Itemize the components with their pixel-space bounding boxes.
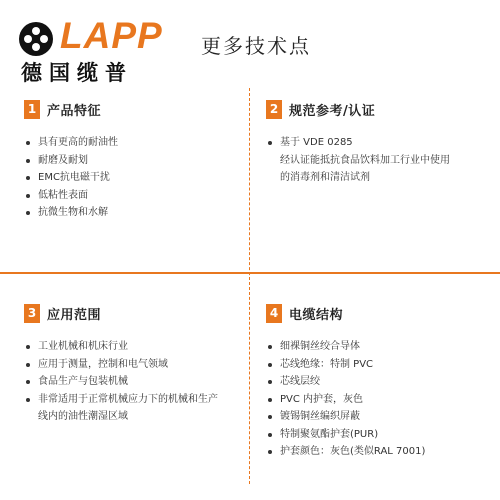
list-item: 耐磨及耐划 <box>24 152 252 170</box>
section-title: 电缆结构 <box>289 307 344 323</box>
list-item: 芯线绝缘：特制 PVC <box>266 356 486 374</box>
lapp-logo-icon <box>19 22 53 56</box>
section-number-badge: 3 <box>24 304 40 323</box>
section-header <box>24 302 252 324</box>
section-title: 应用范围 <box>47 307 102 323</box>
application-list <box>24 338 252 426</box>
list-item: PVC 内护套，灰色 <box>266 391 486 409</box>
list-item: 非常适用于正常机械应力下的机械和生产 <box>24 391 252 409</box>
header <box>0 0 500 88</box>
list-item: 护套颜色：灰色(类似RAL 7001) <box>266 443 486 461</box>
section-header <box>266 98 486 120</box>
page-title: 更多技术点 <box>201 34 311 58</box>
list-item-continuation: 经认证能抵抗食品饮料加工行业中使用 <box>280 154 450 166</box>
section-number-badge: 1 <box>24 100 40 119</box>
list-item: 食品生产与包装机械 <box>24 373 252 391</box>
list-item: 具有更高的耐油性 <box>24 134 252 152</box>
list-item: 应用于测量，控制和电气领域 <box>24 356 252 374</box>
list-item: 芯线层绞 <box>266 373 486 391</box>
list-item: 抗微生物和水解 <box>24 204 252 222</box>
section-cable-structure <box>266 302 486 461</box>
list-item: 特制聚氨酯护套(PUR) <box>266 426 486 444</box>
section-number-badge: 2 <box>266 100 282 119</box>
section-standards-certification <box>266 98 486 187</box>
list-item: 镀锡铜丝编织屏蔽 <box>266 408 486 426</box>
brand-subtitle: 德国缆普 <box>21 61 133 85</box>
standards-list <box>266 134 486 187</box>
section-product-features <box>24 98 252 222</box>
horizontal-divider <box>0 272 500 274</box>
section-header <box>266 302 486 324</box>
section-application-scope <box>24 302 252 426</box>
list-item-continuation: 的消毒剂和清洁试剂 <box>280 172 370 183</box>
brand-logo-text: LAPP <box>60 15 163 56</box>
list-item: EMC抗电磁干扰 <box>24 169 252 187</box>
section-header <box>24 98 252 120</box>
list-item: 低粘性表面 <box>24 187 252 205</box>
list-item: 基于 VDE 0285 <box>266 134 486 152</box>
list-item: 细裸铜丝绞合导体 <box>266 338 486 356</box>
section-title: 产品特征 <box>47 103 102 119</box>
section-title: 规范参考/认证 <box>289 103 376 119</box>
section-number-badge: 4 <box>266 304 282 323</box>
list-item-continuation: 线内的油性潮湿区域 <box>38 411 128 422</box>
feature-list <box>24 134 252 222</box>
structure-list <box>266 338 486 461</box>
list-item: 工业机械和机床行业 <box>24 338 252 356</box>
